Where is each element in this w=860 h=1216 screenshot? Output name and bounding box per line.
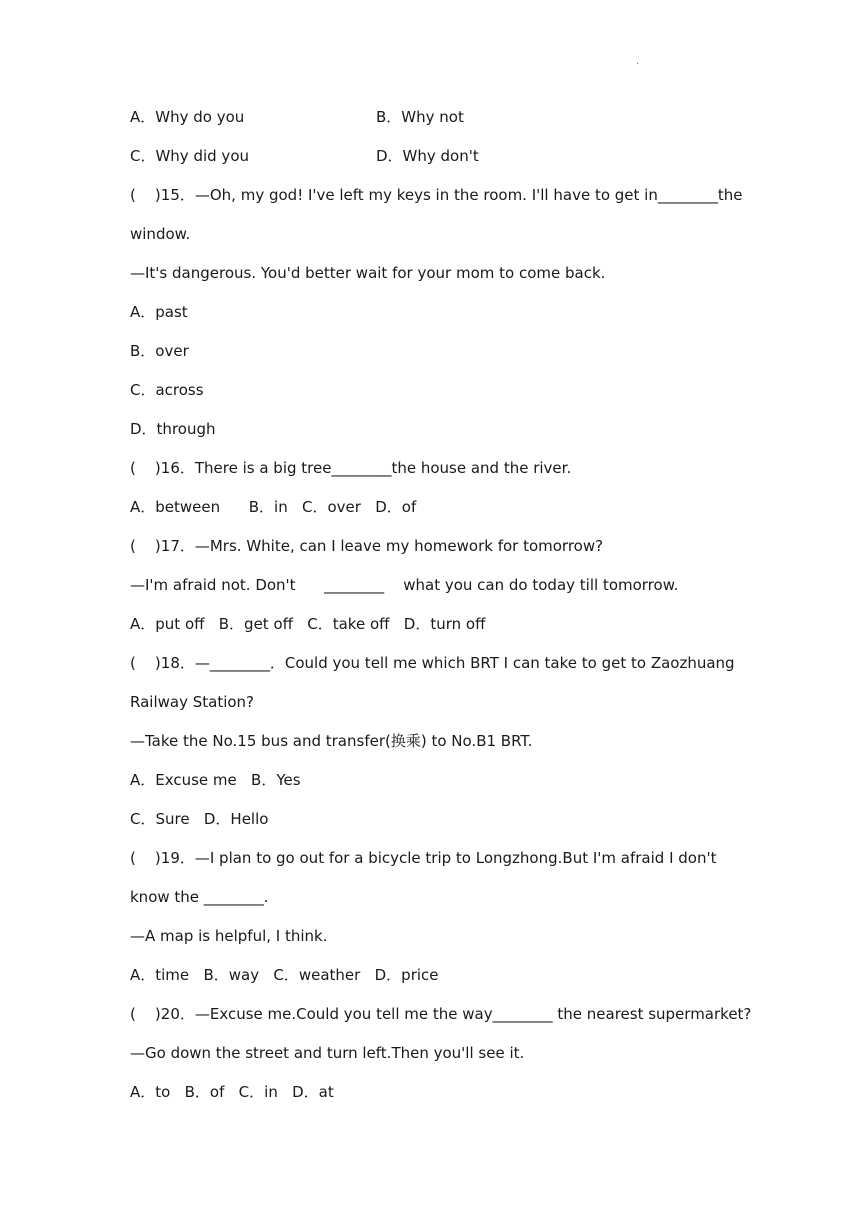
option-line: A．put off B．get off C．take off D．turn off [130,615,486,633]
option-line: C．Sure D．Hello [130,810,269,828]
option-line: D．through [130,420,216,438]
question-19-cont: know the ________. [130,888,269,906]
question-15: ( )15．—Oh, my god! I've left my keys in the room. I'll have to get in________the [130,186,743,204]
question-17: ( )17．—Mrs. White, can I leave my homework for tomorrow? [130,537,604,555]
options-row [130,137,730,176]
dialogue-line: —Take the No.15 bus and transfer(换乘) to No.B1 BRT. [130,732,533,750]
dialogue-line: —A map is helpful, I think. [130,927,328,945]
dialogue-line: —Go down the street and turn left.Then you'll see it. [130,1044,525,1062]
question-20: ( )20．—Excuse me.Could you tell me the way________ the nearest supermarket? [130,1005,752,1023]
dialogue-line: —It's dangerous. You'd better wait for your mom to come back. [130,264,606,282]
question-18: ( )18．—________．Could you tell me which BRT I can take to get to Zaozhuang [130,654,735,672]
option-line: A．to B．of C．in D．at [130,1083,334,1101]
option-line: A．past [130,303,188,321]
page-dot-mark: . [636,56,640,67]
exercise-page [130,98,752,1112]
option-line: A．between B．in C．over D．of [130,498,417,516]
option-line: C．across [130,381,204,399]
question-16: ( )16．There is a big tree________the house and the river. [130,459,572,477]
option-line: A．time B．way C．weather D．price [130,966,439,984]
question-19: ( )19．—I plan to go out for a bicycle trip to Longzhong.But I'm afraid I don't [130,849,717,867]
option-d: D．Why don't [376,147,479,165]
options-row [130,98,730,137]
option-line: B．over [130,342,189,360]
option-a: A．Why do you [130,108,245,126]
question-18-cont: Railway Station? [130,693,255,711]
dialogue-line: —I'm afraid not. Don't ________ what you can do today till tomorrow. [130,576,679,594]
option-c: C．Why did you [130,147,249,165]
option-b: B．Why not [376,108,464,126]
question-15-cont: window. [130,225,191,243]
option-line: A．Excuse me B．Yes [130,771,301,789]
